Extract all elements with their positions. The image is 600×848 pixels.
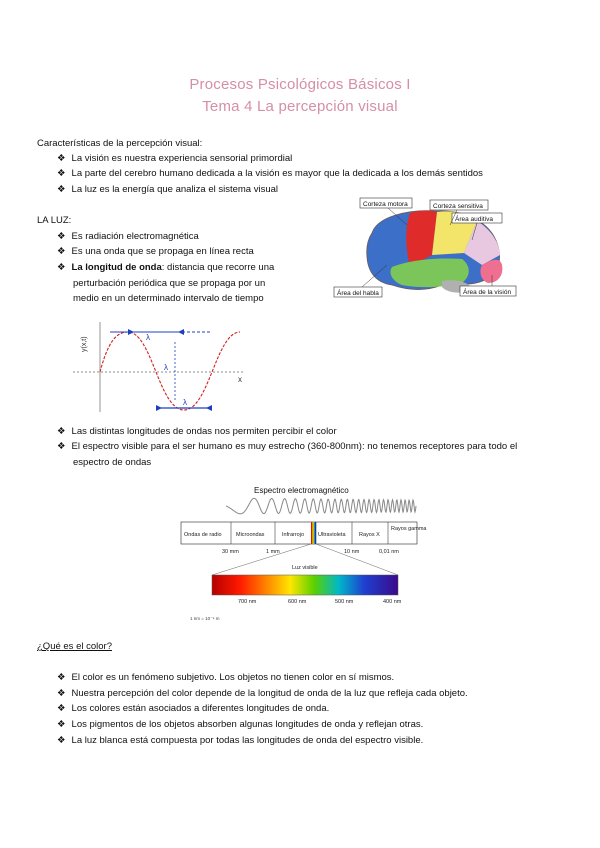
band-xrays: Rayos X — [359, 532, 380, 538]
wave-x-label: x — [238, 375, 242, 384]
wave-diagram — [70, 322, 250, 417]
list-item: ❖ El color es un fenómeno subjetivo. Los objetos no tienen color en sí mismos. — [57, 672, 395, 683]
spectrum-footnote: 1 nm = 10⁻⁹ m — [190, 616, 220, 621]
label-vision-area: Área de la visión — [463, 289, 512, 296]
list-item: ❖ La luz blanca está compuesta por todas las longitudes de onda del espectro visible. — [57, 735, 424, 746]
brain-diagram — [332, 195, 522, 305]
nm-600: 600 nm — [288, 599, 307, 605]
diamond-bullet-icon: ❖ — [57, 231, 66, 242]
diamond-bullet-icon: ❖ — [57, 153, 66, 164]
list-item: ❖ Los colores están asociados a diferentes longitudes de onda. — [57, 703, 330, 714]
list-item-continuation: perturbación periódica que se propaga por un — [73, 278, 266, 289]
band-gamma: Rayos gamma — [391, 526, 427, 532]
list-item: ❖ La luz es la energía que analiza el sistema visual — [57, 184, 279, 195]
list-item: ❖ La visión es nuestra experiencia sensorial primordial — [57, 153, 293, 164]
list-item: ❖ Los pigmentos de los objetos absorben algunas longitudes de onda y reflejan otras. — [57, 719, 424, 730]
list-item: ❖ Las distintas longitudes de ondas nos permiten percibir el color — [57, 426, 337, 437]
diamond-bullet-icon: ❖ — [57, 672, 66, 683]
document-subtitle: Tema 4 La percepción visual — [202, 98, 398, 115]
list-item-continuation: espectro de ondas — [73, 457, 152, 468]
diamond-bullet-icon: ❖ — [57, 688, 66, 699]
diamond-bullet-icon: ❖ — [57, 262, 66, 273]
diamond-bullet-icon: ❖ — [57, 168, 66, 179]
diamond-bullet-icon: ❖ — [57, 426, 66, 437]
list-item: ❖ La parte del cerebro humano dedicada a la visión es mayor que la dedicada a los demás sentidos — [57, 168, 483, 179]
list-item: ❖ Es una onda que se propaga en línea recta — [57, 246, 254, 257]
section-heading-light: LA LUZ: — [37, 215, 72, 226]
list-item-continuation: medio en un determinado intervalo de tiempo — [73, 293, 264, 304]
diamond-bullet-icon: ❖ — [57, 184, 66, 195]
electromagnetic-spectrum-diagram — [178, 482, 427, 622]
band-infrared: Infrarrojo — [282, 532, 305, 538]
diamond-bullet-icon: ❖ — [57, 735, 66, 746]
lambda-label-top: λ — [146, 333, 150, 342]
label-auditory-area: Área auditiva — [455, 216, 493, 223]
label-motor-cortex: Corteza motora — [363, 201, 408, 208]
document-title: Procesos Psicológicos Básicos I — [189, 76, 411, 93]
tick-10nm: 10 nm — [344, 549, 360, 555]
spectrum-title: Espectro electromagnético — [254, 486, 349, 495]
band-microwaves: Microondas — [236, 532, 265, 538]
tick-30mm: 30 mm — [222, 549, 239, 555]
nm-700: 700 nm — [238, 599, 257, 605]
lambda-label-middle: λ — [164, 363, 168, 372]
section-heading-color: ¿Qué es el color? — [37, 641, 112, 652]
band-ultraviolet: Ultravioleta — [318, 532, 346, 538]
diamond-bullet-icon: ❖ — [57, 246, 66, 257]
visible-band-marker — [311, 522, 316, 544]
list-item: ❖ La longitud de onda: distancia que recorre una — [57, 262, 275, 273]
diamond-bullet-icon: ❖ — [57, 703, 66, 714]
lambda-label-bottom: λ — [183, 398, 187, 407]
list-item: ❖ Nuestra percepción del color depende de la longitud de onda de la luz que refleja cada objeto. — [57, 688, 468, 699]
sine-wave — [100, 332, 240, 410]
label-sensory-cortex: Corteza sensitiva — [433, 203, 483, 210]
nm-400: 400 nm — [383, 599, 402, 605]
list-item: ❖ El espectro visible para el ser humano es muy estrecho (360-800nm): no tenemos receptores para todo el — [57, 441, 518, 452]
band-radio: Ondas de radio — [184, 532, 222, 538]
diamond-bullet-icon: ❖ — [57, 441, 66, 452]
label-speech-area: Área del habla — [337, 290, 379, 297]
section-heading-characteristics: Características de la percepción visual: — [37, 138, 203, 149]
tick-1mm: 1 mm — [266, 549, 280, 555]
nm-500: 500 nm — [335, 599, 354, 605]
wave-y-label: y(x,t) — [81, 336, 88, 352]
visible-light-label: Luz visible — [292, 565, 318, 571]
tick-001nm: 0,01 nm — [379, 549, 399, 555]
visible-spectrum-gradient — [212, 575, 398, 595]
diamond-bullet-icon: ❖ — [57, 719, 66, 730]
list-item: ❖ Es radiación electromagnética — [57, 231, 199, 242]
em-wave — [226, 498, 416, 514]
